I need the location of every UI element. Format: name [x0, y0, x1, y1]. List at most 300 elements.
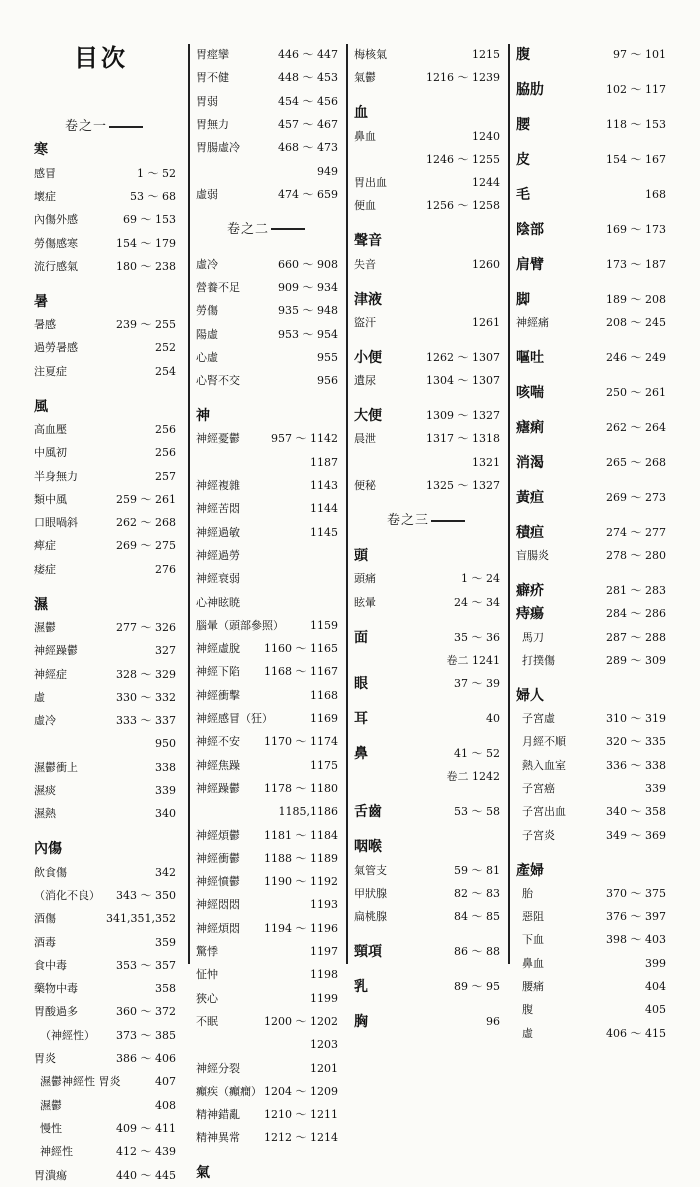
page-range: 457 ～ 467 — [278, 117, 338, 131]
entry-term: 類中風 — [34, 492, 67, 506]
entry-term: 神經衰弱 — [196, 572, 240, 586]
toc-entry — [190, 568, 342, 590]
section-page-range — [510, 487, 670, 509]
page-range: 1317 ～ 1318 — [426, 432, 500, 446]
toc-entry — [348, 254, 504, 276]
volume-heading: 卷之一 — [28, 116, 180, 138]
toc-entry — [348, 650, 504, 672]
page-range: 287 ～ 288 — [606, 630, 666, 644]
page-range: 269 ～ 275 — [116, 539, 176, 553]
toc-entry — [190, 91, 342, 113]
entry-term: 打撲傷 — [522, 653, 555, 667]
page-range: 1201 — [310, 1061, 338, 1075]
page-range: 262 ～ 264 — [606, 420, 666, 434]
toc-entry — [510, 545, 670, 567]
toc-entry — [28, 314, 180, 336]
toc-entry — [28, 733, 180, 755]
page-range: 1197 — [310, 945, 338, 959]
entry-term: 神經躁鬱 — [196, 781, 240, 795]
section-page-range — [510, 254, 670, 276]
page-range: 1143 — [310, 479, 338, 493]
section-heading: 眼 — [354, 676, 368, 693]
toc-entry — [190, 825, 342, 847]
entry-term: 晨泄 — [354, 432, 376, 446]
entry-term: 便秘 — [354, 479, 376, 493]
page-range: 1193 — [310, 898, 338, 912]
toc-entry — [28, 757, 180, 779]
page-range: 310 ～ 319 — [606, 712, 666, 726]
entry-term: 頭痛 — [354, 572, 376, 586]
page-range: 405 — [645, 1003, 666, 1017]
toc-entry — [510, 778, 670, 800]
page-range: 320 ～ 335 — [606, 735, 666, 749]
entry-term: 下血 — [522, 933, 544, 947]
section-heading: 暑 — [34, 293, 48, 310]
entry-term: 神經性 — [40, 1145, 73, 1159]
toc-entry — [28, 955, 180, 977]
entry-term: 失音 — [354, 257, 376, 271]
section-heading: 寒 — [34, 142, 48, 159]
entry-term: 神經過勞 — [196, 548, 240, 562]
page-range: 256 — [155, 422, 176, 436]
entry-term: 神經感冒（狂） — [196, 712, 273, 726]
page-range: 349 ～ 369 — [606, 828, 666, 842]
entry-term: 酒傷 — [34, 912, 56, 926]
entry-term: 腦暈（頭部參照） — [196, 618, 284, 632]
page-range: 169 ～ 173 — [606, 222, 666, 236]
toc-entry — [28, 1071, 180, 1093]
entry-term: 眩暈 — [354, 595, 376, 609]
page-range: 1304 ～ 1307 — [426, 374, 500, 388]
toc-entry — [190, 184, 342, 206]
page-range: 358 — [155, 982, 176, 996]
page-range: 239 ～ 255 — [116, 318, 176, 332]
section-heading: 毛 — [516, 186, 530, 203]
toc-entry — [348, 67, 504, 89]
entry-term: 濕鬱 — [40, 1098, 62, 1112]
toc-entry — [348, 592, 504, 614]
entry-term: 神經過敏 — [196, 525, 240, 539]
entry-term: 馬刀 — [522, 630, 544, 644]
page-range: 262 ～ 268 — [116, 516, 176, 530]
page-range: 1261 — [472, 315, 500, 329]
entry-term: 腹 — [522, 1003, 533, 1017]
toc-column-4 — [508, 44, 670, 1040]
toc-column-3 — [346, 44, 504, 1030]
entry-term: （消化不良） — [34, 888, 100, 902]
page-range: 250 ～ 261 — [606, 385, 666, 399]
page-range: 257 — [155, 469, 176, 483]
page-range: 53 ～ 68 — [130, 189, 176, 203]
toc-entry — [190, 638, 342, 660]
entry-term: 癲疾（癲癎） — [196, 1084, 262, 1098]
entry-term: 暑感 — [34, 318, 56, 332]
entry-term: 口眼喎斜 — [34, 516, 78, 530]
entry-term: 氣鬱 — [354, 71, 376, 85]
toc-entry — [190, 988, 342, 1010]
entry-term: 盜汗 — [354, 315, 376, 329]
page-range: 373 ～ 385 — [116, 1028, 176, 1042]
entry-term: 鼻血 — [354, 129, 376, 143]
page-range: 180 ～ 238 — [116, 259, 176, 273]
toc-entry — [28, 1001, 180, 1023]
page-range: 189 ～ 208 — [606, 292, 666, 306]
page-range: 339 — [645, 781, 666, 795]
entry-term: 腰痛 — [522, 980, 544, 993]
entry-term: 惡阻 — [522, 910, 544, 924]
toc-entry — [28, 1095, 180, 1117]
page-title: 目次 — [74, 44, 128, 72]
section-page-range — [348, 1011, 504, 1033]
page-range: 359 — [155, 935, 176, 949]
section-heading: 積疸 — [516, 524, 544, 541]
toc-entry — [510, 883, 670, 905]
entry-term: 勞傷感寒 — [34, 236, 78, 250]
entry-term: 子宮癌 — [522, 781, 555, 795]
toc-entry — [28, 1118, 180, 1140]
entry-term: 胃不健 — [196, 71, 229, 85]
toc-column-2 — [188, 44, 342, 1182]
toc-entry — [190, 67, 342, 89]
page-range: 955 — [317, 350, 338, 364]
toc-entry — [28, 932, 180, 954]
toc-entry — [190, 731, 342, 753]
toc-entry — [28, 885, 180, 907]
entry-term: 胃痙攣 — [196, 48, 229, 61]
toc-entry — [510, 708, 670, 730]
section-page-range — [348, 627, 504, 649]
page-range: 289 ～ 309 — [606, 653, 666, 667]
entry-term: 虛冷 — [196, 257, 218, 271]
toc-entry — [190, 592, 342, 614]
toc-entry — [28, 1165, 180, 1187]
page-range: 412 ～ 439 — [116, 1145, 176, 1159]
page-range: 953 ～ 954 — [278, 327, 338, 341]
page-range: 1256 ～ 1258 — [426, 199, 500, 213]
section-page-range — [348, 801, 504, 823]
section-page-range — [510, 184, 670, 206]
entry-term: 壞症 — [34, 189, 56, 203]
page-range: 1190 ～ 1192 — [264, 875, 338, 889]
entry-term: 神經症 — [34, 667, 67, 681]
section-page-range — [510, 452, 670, 474]
page-range: 1178 ～ 1180 — [264, 781, 338, 795]
volume-heading: 卷之三 — [348, 510, 504, 532]
toc-entry — [348, 172, 504, 194]
page-range: 269 ～ 273 — [606, 490, 666, 504]
toc-entry — [28, 862, 180, 884]
entry-term: 半身無力 — [34, 469, 78, 483]
page-range: 343 ～ 350 — [116, 888, 176, 902]
toc-entry — [28, 617, 180, 639]
toc-entry — [28, 803, 180, 825]
toc-entry — [510, 650, 670, 672]
entry-term: 神經分裂 — [196, 1061, 240, 1075]
page-range: 1210 ～ 1211 — [264, 1108, 338, 1122]
page-range: 1321 — [472, 455, 500, 469]
entry-term: 精神錯亂 — [196, 1108, 240, 1122]
toc-entry — [190, 522, 342, 544]
page-range: 1 ～ 52 — [137, 166, 176, 180]
page-range: 1175 — [310, 758, 338, 772]
entry-term: 子宮炎 — [522, 828, 555, 842]
entry-term: 神經複雜 — [196, 479, 240, 493]
page-range: 950 — [155, 737, 176, 751]
page-range: 24 ～ 34 — [454, 595, 500, 609]
page-range: 909 ～ 934 — [278, 281, 338, 294]
section-page-range — [348, 405, 504, 427]
entry-term: 神經焦躁 — [196, 758, 240, 772]
page-range: 37 ～ 39 — [454, 677, 500, 691]
toc-entry — [28, 512, 180, 534]
entry-term: 神經不安 — [196, 735, 240, 749]
page-range: 339 — [155, 784, 176, 798]
page-range: 1187 — [310, 455, 338, 469]
toc-entry — [190, 894, 342, 916]
entry-term: 胃炎 — [34, 1052, 56, 1065]
section-heading: 癖疥 — [516, 582, 544, 599]
page-range: 1325 ～ 1327 — [426, 479, 500, 493]
page-range: 277 ～ 326 — [116, 620, 176, 634]
page-range: 254 — [155, 364, 176, 378]
section-heading: 頸項 — [354, 944, 382, 961]
toc-entry — [348, 883, 504, 905]
section-heading: 痔瘍 — [516, 606, 544, 623]
toc-entry — [28, 978, 180, 1000]
entry-term: 虛弱 — [196, 187, 218, 201]
entry-term: （神經性） — [40, 1028, 95, 1042]
toc-entry — [510, 755, 670, 777]
toc-entry — [510, 953, 670, 975]
entry-term: 藥物中毒 — [34, 982, 78, 996]
section-heading: 津液 — [354, 291, 382, 308]
entry-term: 神經煩悶 — [196, 921, 240, 935]
page-range: 327 — [155, 644, 176, 658]
toc-entry — [190, 277, 342, 299]
entry-term: 心腎不交 — [196, 374, 240, 388]
page-range: 278 ～ 280 — [606, 548, 666, 562]
toc-entry — [348, 860, 504, 882]
toc-entry — [190, 1104, 342, 1126]
section-heading: 咳喘 — [516, 384, 544, 401]
page-range: 1200 ～ 1202 — [264, 1014, 338, 1028]
page-range: 1199 — [310, 991, 338, 1005]
section-heading: 脇肋 — [516, 81, 544, 98]
page-range: 1262 ～ 1307 — [426, 350, 500, 364]
toc-entry — [190, 324, 342, 346]
section-heading: 腹 — [516, 47, 530, 63]
section-heading: 濕 — [34, 596, 48, 613]
page-range: 398 ～ 403 — [606, 933, 666, 947]
toc-entry — [510, 627, 670, 649]
section-heading: 腰 — [516, 116, 530, 133]
page-range: 1240 — [472, 129, 500, 143]
page-range: 1188 ～ 1189 — [264, 851, 338, 865]
entry-term: 陽虛 — [196, 327, 218, 341]
page-range: 35 ～ 36 — [454, 630, 500, 644]
toc-entry — [28, 419, 180, 441]
section-heading: 頭 — [354, 547, 368, 564]
section-page-range — [510, 44, 670, 66]
toc-entry — [28, 1048, 180, 1070]
toc-entry — [348, 312, 504, 334]
toc-entry — [348, 475, 504, 497]
toc-entry — [28, 489, 180, 511]
entry-term: 怔忡 — [196, 968, 218, 982]
toc-entry — [190, 137, 342, 159]
page-range: 1204 ～ 1209 — [264, 1084, 338, 1098]
toc-column-1 — [28, 44, 180, 1182]
toc-entry — [348, 149, 504, 171]
entry-term: 神經悶悶 — [196, 898, 240, 912]
toc-entry — [348, 428, 504, 450]
section-heading: 胸 — [354, 1013, 368, 1030]
page-range: 154 ～ 179 — [116, 236, 176, 250]
entry-term: 酒毒 — [34, 935, 56, 949]
section-page-range — [510, 347, 670, 369]
entry-term: 熱入血室 — [522, 758, 566, 772]
toc-entry — [190, 661, 342, 683]
toc-entry — [190, 1011, 342, 1033]
toc-entry — [190, 778, 342, 800]
toc-entry — [190, 941, 342, 963]
section-heading: 咽喉 — [354, 839, 382, 856]
section-page-range — [510, 149, 670, 171]
entry-term: 內傷外感 — [34, 213, 78, 227]
page-range: 408 — [155, 1098, 176, 1112]
page-range: 274 ～ 277 — [606, 525, 666, 539]
entry-term: 神經虛脫 — [196, 642, 240, 656]
toc-entry — [28, 640, 180, 662]
entry-term: 胃出血 — [354, 176, 387, 190]
entry-term: 子宮出血 — [522, 805, 566, 819]
entry-term: 神經下陷 — [196, 665, 240, 679]
entry-term: 神經煩鬱 — [196, 828, 240, 842]
entry-term: 精神異常 — [196, 1131, 240, 1145]
section-page-range — [348, 347, 504, 369]
toc-entry — [28, 1141, 180, 1163]
entry-term: 濕鬱 — [34, 620, 56, 634]
toc-entry — [348, 906, 504, 928]
section-page-range — [348, 708, 504, 730]
section-heading: 乳 — [354, 979, 368, 995]
toc-entry — [28, 466, 180, 488]
toc-entry — [510, 1023, 670, 1045]
toc-entry — [190, 918, 342, 940]
toc-entry — [190, 1058, 342, 1080]
entry-term: 神經痛 — [516, 315, 549, 329]
toc-entry — [348, 126, 504, 148]
page-range: 330 ～ 332 — [116, 690, 176, 704]
entry-term: 驚悸 — [196, 945, 218, 959]
page-range: 1160 ～ 1165 — [264, 642, 338, 656]
page-range: 168 — [645, 187, 666, 201]
toc-entry — [28, 1025, 180, 1047]
section-heading: 婦人 — [516, 687, 544, 704]
entry-term: 虛 — [522, 1026, 533, 1040]
page-range: 353 ～ 357 — [116, 958, 176, 972]
page-range: 1169 — [310, 712, 338, 726]
entry-term: 慢性 — [40, 1121, 62, 1135]
page-range: 259 ～ 261 — [116, 492, 176, 506]
page-range: 949 — [317, 164, 338, 178]
section-heading: 聲音 — [354, 233, 382, 250]
entry-term: 濕熱 — [34, 807, 56, 821]
page-range: 256 — [155, 446, 176, 460]
page-range: 1144 — [310, 502, 338, 516]
page-range: 118 ～ 153 — [606, 117, 666, 131]
entry-term: 痺症 — [34, 539, 56, 553]
toc-entry — [190, 44, 342, 66]
entry-term: 注夏症 — [34, 364, 67, 378]
entry-term: 梅核氣 — [354, 48, 387, 61]
toc-entry — [348, 195, 504, 217]
section-page-range — [348, 941, 504, 963]
page-range: 474 ～ 659 — [278, 187, 338, 201]
entry-term: 不眠 — [196, 1014, 218, 1028]
page-range: 1260 — [472, 257, 500, 271]
page-range: 89 ～ 95 — [454, 980, 500, 993]
toc-entry — [28, 337, 180, 359]
page-range: 386 ～ 406 — [116, 1052, 176, 1065]
section-heading: 風 — [34, 398, 48, 415]
section-heading: 內傷 — [34, 841, 62, 858]
toc-entry — [190, 801, 342, 823]
page-range: 404 — [645, 980, 666, 993]
page-range: 341,351,352 — [106, 912, 176, 926]
toc-entry — [510, 999, 670, 1021]
section-heading: 嘔吐 — [516, 349, 544, 366]
page-range: 342 — [155, 865, 176, 879]
section-page-range — [510, 417, 670, 439]
section-page-range — [510, 603, 670, 625]
section-page-range — [348, 743, 504, 765]
toc-entry — [348, 44, 504, 66]
page-range: 409 ～ 411 — [116, 1121, 176, 1135]
entry-term: 胃無力 — [196, 117, 229, 131]
section-heading: 小便 — [354, 349, 382, 366]
entry-term: 胃酸過多 — [34, 1005, 78, 1019]
section-heading: 黃疸 — [516, 489, 544, 506]
toc-entry — [190, 848, 342, 870]
toc-entry — [190, 1034, 342, 1056]
section-heading: 皮 — [516, 151, 530, 168]
toc-entry — [190, 871, 342, 893]
page-range: 935 ～ 948 — [278, 304, 338, 318]
page-range: 82 ～ 83 — [454, 886, 500, 900]
toc-entry — [510, 825, 670, 847]
entry-term: 鼻血 — [522, 956, 544, 970]
entry-term: 勞傷 — [196, 304, 218, 318]
toc-entry — [28, 908, 180, 930]
toc-entry — [190, 452, 342, 474]
page-range: 208 ～ 245 — [606, 315, 666, 329]
toc-entry — [28, 361, 180, 383]
page-range: 86 ～ 88 — [454, 945, 500, 959]
page-range: 40 — [486, 712, 500, 726]
toc-entry — [28, 186, 180, 208]
entry-term: 高血壓 — [34, 422, 67, 436]
entry-term: 盲腸炎 — [516, 548, 549, 562]
toc-entry — [510, 801, 670, 823]
section-page-range — [510, 522, 670, 544]
entry-term: 月經不順 — [522, 735, 566, 749]
section-page-range — [510, 580, 670, 602]
entry-term: 神經衝擊 — [196, 688, 240, 702]
entry-term: 虛 — [34, 690, 45, 704]
page-range: 376 ～ 397 — [606, 910, 666, 924]
page-range: 1194 ～ 1196 — [264, 921, 338, 935]
